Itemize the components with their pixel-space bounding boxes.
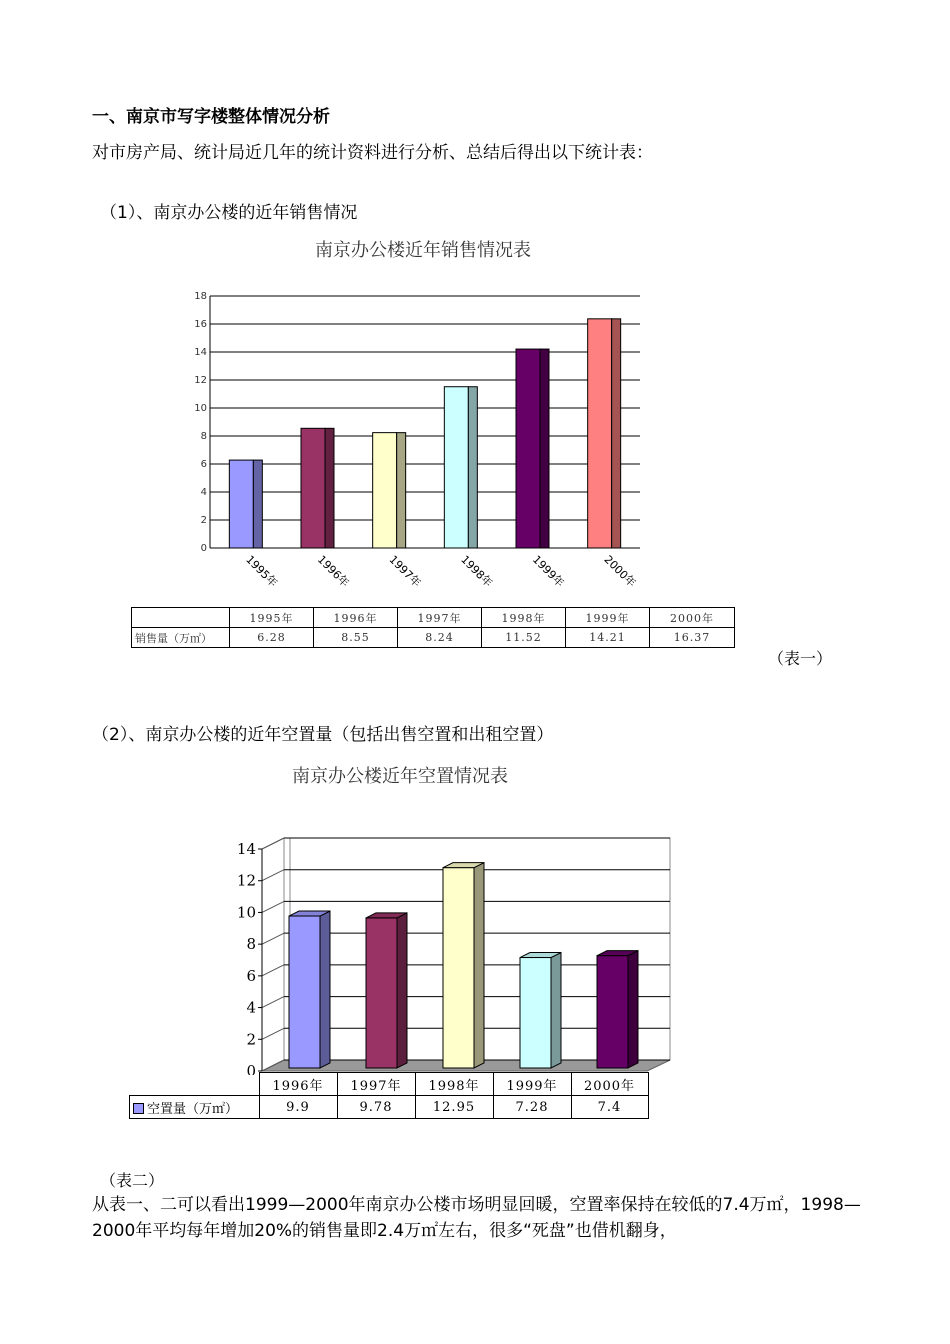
y-tick-label: 6 [200,459,207,470]
vacancy-table-value: 9.9 [259,1096,337,1119]
bar [289,916,320,1068]
y-tick-label: 2 [200,515,207,526]
bar-side [397,433,406,548]
sales-table-year: 1999年 [566,608,650,628]
bar-side [320,911,330,1068]
sales-data-table [131,607,735,648]
vacancy-data-table [129,1072,649,1119]
bar [229,460,253,548]
bar [516,349,540,548]
bar [373,433,397,548]
vacancy-table-value: 12.95 [415,1096,493,1119]
sales-table-value: 6.28 [230,628,314,648]
vacancy-table-year: 2000年 [571,1073,648,1096]
sales-table-year: 1998年 [482,608,566,628]
vacancy-table-year: 1999年 [493,1073,571,1096]
x-tick-label: 1995年 [243,552,280,590]
x-tick-label: 1996年 [314,552,352,590]
sales-table-value-row [132,628,735,648]
bar [444,387,468,548]
sales-chart [130,280,660,600]
vacancy-table-row-label [130,1096,260,1119]
bar [588,319,612,548]
sales-table-year: 1996年 [314,608,398,628]
y-tick-label: 0 [200,543,207,554]
bar [520,958,551,1068]
vacancy-table-value-row [130,1096,649,1119]
sales-table-header-row [132,608,735,628]
bar-side [540,349,549,548]
sales-subtitle: （1）、南京办公楼的近年销售情况 [100,203,358,223]
intro-text: 对市房产局、统计局近几年的统计资料进行分析、总结后得出以下统计表： [92,143,653,163]
x-tick-label: 1998年 [458,552,495,590]
x-tick-label: 2000年 [601,552,639,590]
vacancy-table-row-label-text: 空置量（万㎡） [147,1101,239,1117]
sales-table-row-label: 销售量（万㎡） [132,628,230,648]
bar-side [325,428,334,548]
sales-chart-title-text: 南京办公楼近年销售情况表 [315,240,531,261]
legend-swatch [133,1103,144,1114]
sales-table-value: 14.21 [566,628,650,648]
side-wall [262,838,284,1071]
vacancy-table-year: 1997年 [337,1073,415,1096]
vacancy-table-year: 1996年 [259,1073,337,1096]
y-tick-label: 18 [194,291,207,302]
y-tick-label: 10 [236,903,256,922]
bar-side [628,951,638,1068]
y-tick-label: 8 [246,935,256,954]
vacancy-chart [128,830,688,1075]
vacancy-table-header-row [130,1073,649,1096]
bar-side [397,913,407,1068]
sales-table-corner [132,608,230,628]
bar-side [612,319,621,548]
bar-side [551,953,561,1068]
x-tick-label: 1999年 [529,552,567,590]
bar-side [253,460,262,548]
y-tick-label: 4 [200,487,207,498]
bar [443,868,474,1068]
sales-table-year: 1995年 [230,608,314,628]
sales-table-year: 2000年 [650,608,735,628]
bar [301,428,325,548]
y-tick-label: 8 [200,431,207,442]
vacancy-table-value: 9.78 [337,1096,415,1119]
y-tick-label: 6 [246,966,256,985]
y-tick-label: 14 [194,347,207,358]
bar-side [468,387,477,548]
table-one-caption: （表一） [768,649,833,668]
sales-table-value: 8.24 [398,628,482,648]
y-tick-label: 14 [236,840,256,858]
y-tick-label: 2 [246,1030,256,1049]
bar-side [474,863,484,1068]
sales-table-value: 8.55 [314,628,398,648]
sales-chart-title [0,236,950,262]
y-tick-label: 10 [194,403,207,414]
y-tick-label: 4 [246,998,256,1017]
sales-table-year: 1997年 [398,608,482,628]
bar [597,956,628,1068]
sales-table-value: 11.52 [482,628,566,648]
section-heading: 一、南京市写字楼整体情况分析 [92,107,330,127]
vacancy-table-value: 7.28 [493,1096,571,1119]
y-tick-label: 16 [194,319,207,330]
vacancy-table-value: 7.4 [571,1096,648,1119]
vacancy-table-corner [130,1073,260,1096]
vacancy-subtitle: （2）、南京办公楼的近年空置量（包括出售空置和出租空置） [92,725,554,745]
x-tick-label: 1997年 [386,552,424,590]
y-tick-label: 12 [194,375,207,386]
bar [366,918,397,1068]
vacancy-chart-title: 南京办公楼近年空置情况表 [292,766,508,787]
vacancy-table-year: 1998年 [415,1073,493,1096]
y-tick-label: 0 [246,1062,256,1075]
table-two-caption: （表二） [100,1171,165,1190]
sales-table-value: 16.37 [650,628,735,648]
y-tick-label: 12 [236,871,256,890]
analysis-paragraph: 从表一、二可以看出1999—2000年南京办公楼市场明显回暖，空置率保持在较低的7.4万㎡，1998—2000年平均每年增加20%的销售量即2.4万㎡左右，很多“死盘”也借机翻身， [92,1195,861,1241]
